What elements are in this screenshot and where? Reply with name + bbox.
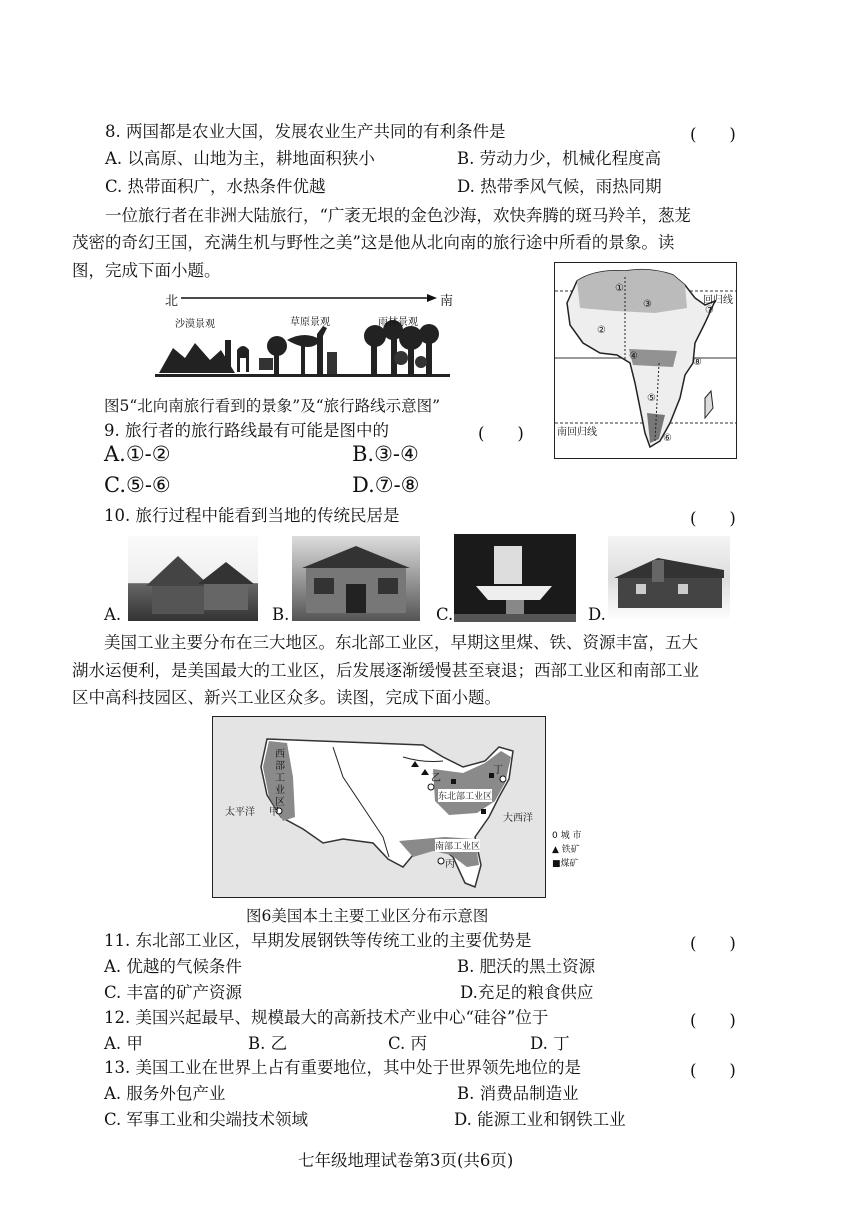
courtyard-house-photo [292,536,420,621]
q10-option-b: B. [272,605,290,624]
legend-iron: ▲ 铁矿 [552,845,580,855]
savanna-label: 草原景观 [290,317,330,328]
q10-option-d: D. [588,605,606,624]
q8-answer-paren: ( ) [690,125,736,144]
q10-option-a: A. [104,605,122,624]
equator-label: 回归线 [703,295,733,306]
q10-stem: 10. 旅行过程中能看到当地的传统民居是 [104,506,400,525]
wooden-house-photo [608,536,730,621]
q8-option-d: D. 热带季风气候，雨热同期 [457,177,662,196]
q10-option-c: C. [436,605,454,624]
q12-option-d: D. 丁 [530,1034,570,1053]
legend-city: 0 城 市 [552,831,582,841]
q11-option-b: B. 肥沃的黑土资源 [457,957,596,976]
desert-label: 沙漠景观 [175,319,215,330]
pacific-label: 太平洋 [225,807,255,818]
q8-option-c: C. 热带面积广，水热条件优越 [105,177,326,196]
passage2-line3: 区中高科技园区、新兴工业区众多。读图，完成下面小题。 [72,688,501,707]
northeast-region-label: 东北部工业区 [438,789,492,802]
q10-answer-paren: ( ) [690,509,736,528]
q12-option-b: B. 乙 [248,1034,288,1053]
q13-option-c: C. 军事工业和尖端技术领域 [104,1110,309,1129]
passage1-line2: 茂密的奇幻王国，充满生机与野性之美”这是他从北向南的旅行途中所看的景象。读 [72,233,675,252]
q13-option-d: D. 能源工业和钢铁工业 [454,1110,626,1129]
q8-stem: 8. 两国都是农业大国，发展农业生产共同的有利条件是 [105,122,506,141]
jia-label: 甲 [269,807,279,818]
q13-stem: 13. 美国工业在世界上占有重要地位，其中处于世界领先地位的是 [104,1058,581,1077]
q9-option-b: B.③-④ [352,442,419,466]
q13-option-b: B. 消费品制造业 [457,1084,579,1103]
passage2-line2: 湖水运便利，是美国最大的工业区，后发展逐渐缓慢甚至衰退；西部工业区和南部工业 [72,661,699,680]
q13-answer-paren: ( ) [690,1061,736,1080]
route-label-3: ③ [643,299,652,310]
africa-route-map [554,262,737,459]
passage1-line3: 图，完成下面小题。 [72,261,221,280]
page-footer: 七年级地理试卷第3页(共6页) [298,1151,514,1170]
north-label: 北 [165,294,179,309]
legend-coal: ■煤矿 [552,859,579,869]
ding-label: 丁 [493,765,503,776]
route-label-2: ② [597,325,606,336]
us-industrial-map [212,716,546,898]
q8-option-b: B. 劳动力少，机械化程度高 [457,149,662,168]
q11-option-a: A. 优越的气候条件 [104,957,242,976]
tropic-label: 南回归线 [557,427,597,438]
q11-stem: 11. 东北部工业区，早期发展钢铁等传统工业的主要优势是 [104,931,532,950]
q13-option-a: A. 服务外包产业 [104,1084,226,1103]
route-label-8: ⑧ [693,357,702,368]
q11-option-d: D.充足的粮食供应 [460,983,594,1002]
fig6-caption: 图6美国本土主要工业区分布示意图 [246,907,489,925]
q9-stem: 9. 旅行者的旅行路线最有可能是图中的 [104,421,389,440]
passage2-line1: 美国工业主要分布在三大地区。东北部工业区，早期这里煤、铁、资源丰富，五大 [104,633,698,652]
rainforest-label: 雨林景观 [378,317,418,328]
fig5-landscape [155,288,455,388]
route-label-6: ⑥ [663,433,672,444]
q9-option-d: D.⑦-⑧ [352,473,420,497]
south-region-label: 南部工业区 [435,839,480,852]
q9-option-c: C.⑤-⑥ [104,473,171,497]
bing-label: 丙 [445,859,455,870]
route-label-7: ⑦ [705,305,714,316]
hut-photo [128,536,258,621]
q12-option-a: A. 甲 [104,1034,143,1053]
atlantic-label: 大西洋 [503,813,533,824]
route-label-5: ⑤ [647,393,656,404]
modern-building-photo [454,534,576,622]
route-label-1: ① [615,283,624,294]
west-region-label: 西部工业区 [275,749,285,808]
q12-answer-paren: ( ) [690,1011,736,1030]
q11-option-c: C. 丰富的矿产资源 [104,983,243,1002]
passage1-line1: 一位旅行者在非洲大陆旅行，“广袤无垠的金色沙海，欢快奔腾的斑马羚羊，葱茏 [105,206,691,225]
q11-answer-paren: ( ) [690,934,736,953]
q9-answer-paren: ( ) [478,424,524,443]
us-outline [213,717,545,897]
q12-stem: 12. 美国兴起最早、规模最大的高新技术产业中心“硅谷”位于 [104,1008,549,1027]
q8-option-a: A. 以高原、山地为主，耕地面积狭小 [105,149,375,168]
q12-option-c: C. 丙 [388,1034,428,1053]
fig5-caption: 图5“北向南旅行看到的景象”及“旅行路线示意图” [104,397,441,415]
route-label-4: ④ [629,351,638,362]
south-label: 南 [440,294,454,309]
q9-option-a: A.①-② [104,442,171,466]
yi-label: 乙 [431,773,441,784]
direction-arrow [155,288,455,388]
